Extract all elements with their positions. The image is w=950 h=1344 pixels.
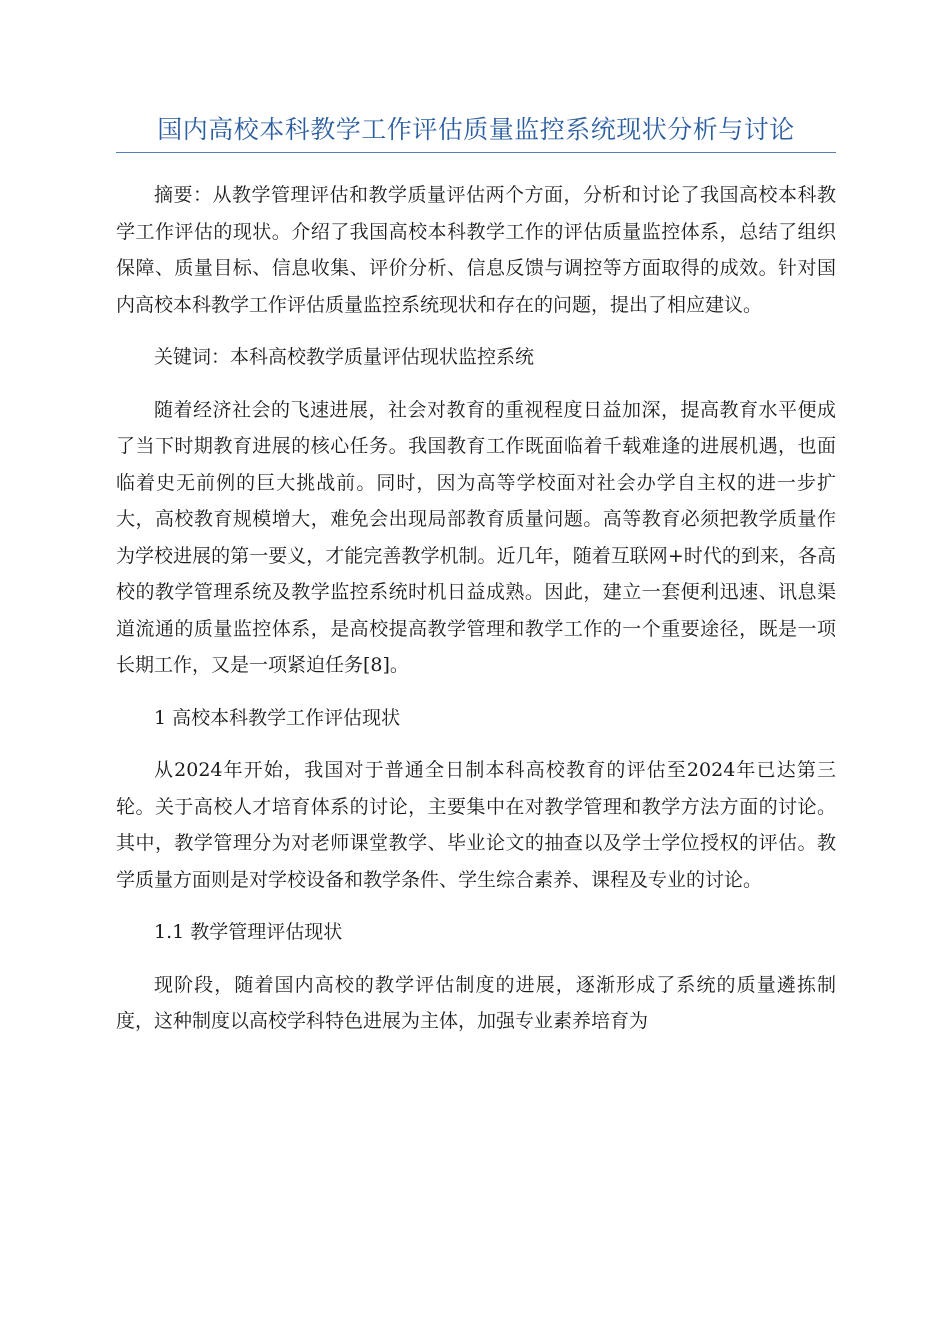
keywords-paragraph: 关键词：本科高校教学质量评估现状监控系统 bbox=[154, 346, 535, 368]
intro-paragraph: 随着经济社会的飞速进展，社会对教育的重视程度日益加深，提高教育水平便成了当下时期教育进展的核心任务。我国教育工作既面临着千载难逢的进展机遇，也面临着史无前例的巨大挑战前。同时，因为高等学校面对社会办学自主权的进一步扩大，高校教育规模增大，难免会出现局部教育质量问题。高等教育必须把教学质量作为学校进展的第一要义，才能完善教学机制。近几年，随着互联网+时代的到来，各高校的教学管理系统及教学监控系统时机日益成熟。因此，建立一套便利迅速、讯息渠道流通的质量监控体系，是高校提高教学管理和教学工作的一个重要途径，既是一项长期工作，又是一项紧迫任务[8]。 bbox=[116, 398, 836, 676]
title-underline bbox=[116, 152, 836, 153]
section-1-1-heading: 1.1 教学管理评估现状 bbox=[154, 921, 343, 943]
abstract-paragraph: 摘要：从教学管理评估和教学质量评估两个方面，分析和讨论了我国高校本科教学工作评估的现状。介绍了我国高校本科教学工作的评估质量监控体系，总结了组织保障、质量目标、信息收集、评价分析、信息反馈与调控等方面取得的成效。针对国内高校本科教学工作评估质量监控系统现状和存在的问题，提出了相应建议。 bbox=[116, 184, 836, 316]
document-title: 国内高校本科教学工作评估质量监控系统现状分析与讨论 bbox=[157, 115, 795, 144]
section-1-1-paragraph: 现阶段，随着国内高校的教学评估制度的进展，逐渐形成了系统的质量遴拣制度，这种制度以高校学科特色进展为主体，加强专业素养培育为 bbox=[116, 973, 836, 1032]
document-page bbox=[116, 112, 836, 1056]
section-1-heading: 1 高校本科教学工作评估现状 bbox=[154, 706, 401, 729]
section-1-paragraph: 从2024年开始，我国对于普通全日制本科高校教育的评估至2024年已达第三轮。关于高校人才培育体系的讨论，主要集中在对教学管理和教学方法方面的讨论。其中，教学管理分为对老师课堂教学、毕业论文的抽查以及学士学位授权的评估。教学质量方面则是对学校设备和教学条件、学生综合素养、课程及专业的讨论。 bbox=[116, 759, 836, 891]
